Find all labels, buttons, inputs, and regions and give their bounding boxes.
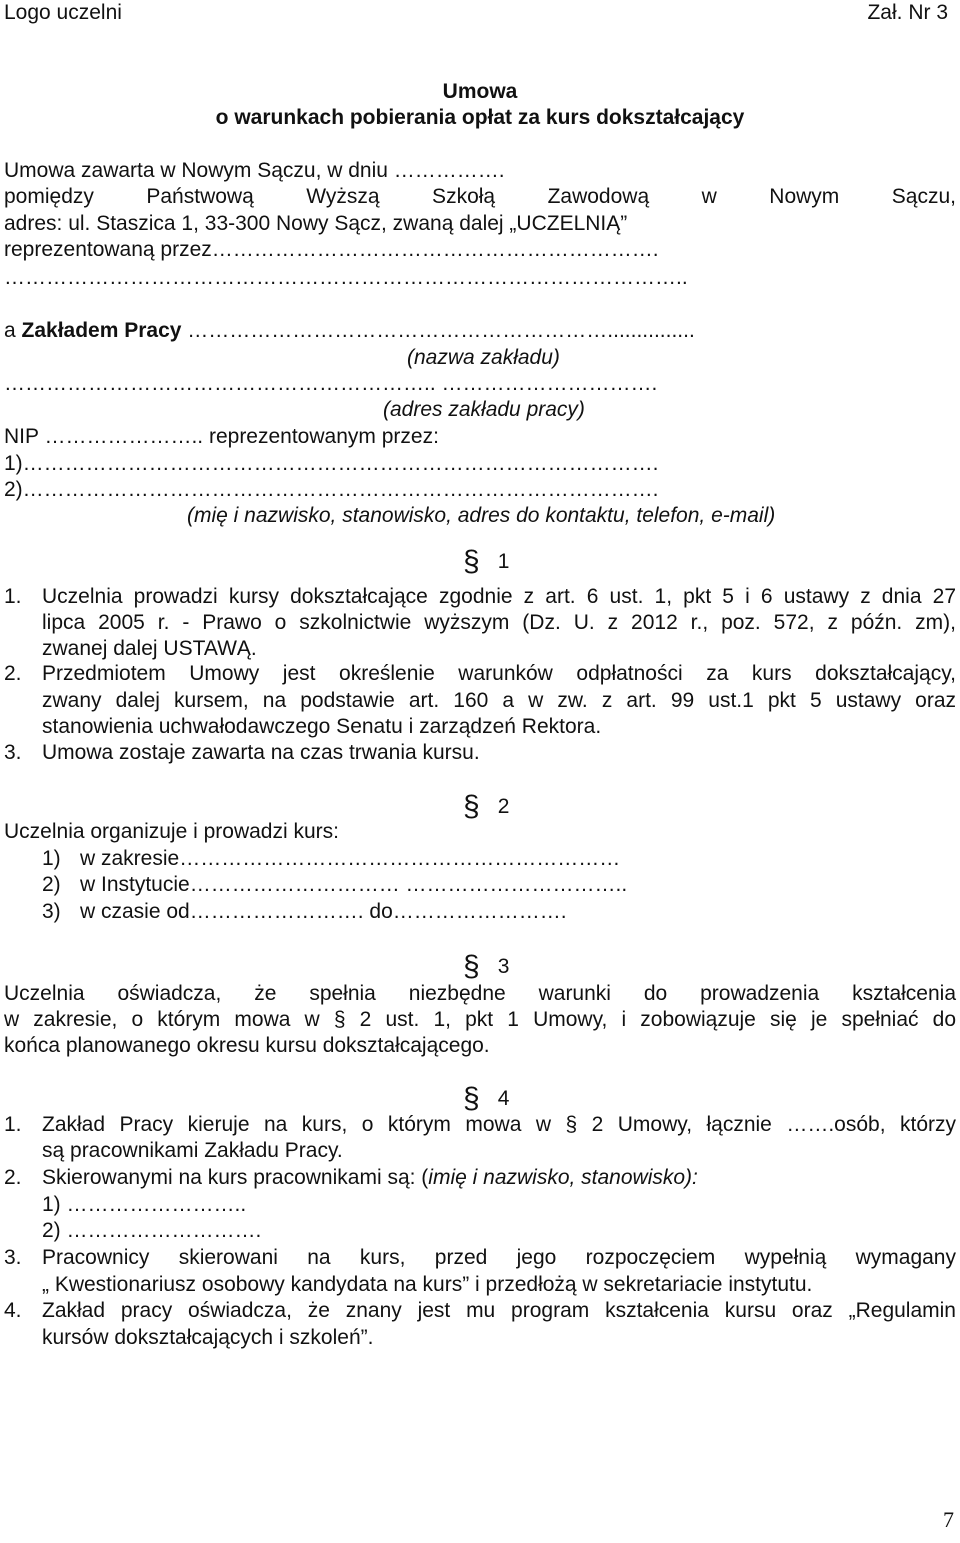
- s1-p1-number: 1.: [4, 585, 22, 608]
- s4-p2-italic: imię i nazwisko, stanowisko):: [428, 1166, 698, 1189]
- s4-p2-number: 2.: [4, 1166, 22, 1189]
- employer-address-caption: (adres zakładu pracy): [383, 398, 585, 421]
- intro-line-2: pomiędzy Państwową Wyższą Szkołą Zawodową w Nowym Sączu,: [4, 185, 956, 208]
- s1-p2-line-2: zwany dalej kursem, na podstawie art. 160 a w zw. z art. 99 ust.1 pkt 5 ustawy oraz: [42, 689, 956, 712]
- representative-1: 1)……………………………………………………………………………….: [4, 452, 659, 475]
- s4-p1-line-2: są pracownikami Zakładu Pracy.: [42, 1139, 343, 1162]
- s4-p2-text: Skierowanymi na kurs pracownikami są: (: [42, 1166, 429, 1189]
- employer-name-caption: (nazwa zakładu): [407, 346, 560, 369]
- s1-p2-line-3: stanowienia uchwałodawczego Senatu i zarządzeń Rektora.: [42, 715, 602, 738]
- s1-p3-line-1: Umowa zostaje zawarta na czas trwania kursu.: [42, 741, 480, 764]
- s4-p1-number: 1.: [4, 1113, 22, 1136]
- representative-2: 2)……………………………………………………………………………….: [4, 478, 659, 501]
- s2-item-3: w czasie od……………………. do…………………….: [80, 900, 567, 923]
- section-4-heading: [463, 1082, 510, 1115]
- section-sign: §: [463, 790, 480, 823]
- intro-line-5: ……………………………………………………………………………………..: [4, 266, 688, 289]
- section-number: 1: [497, 550, 510, 573]
- employer-label: Zakładem Pracy: [21, 319, 182, 342]
- section-number: 3: [497, 955, 510, 978]
- section-2-heading: [463, 790, 510, 823]
- s2-item-2-number: 2): [42, 873, 61, 896]
- s1-p2-number: 2.: [4, 662, 22, 685]
- s1-p2-line-1: Przedmiotem Umowy jest określenie warunków odpłatności za kurs dokształcający,: [42, 662, 956, 685]
- s4-p2-line-1: [42, 1165, 698, 1191]
- employer-dots: ……………………………………………………...............: [181, 319, 695, 342]
- section-sign: §: [463, 950, 480, 983]
- s4-p4-number: 4.: [4, 1299, 22, 1322]
- section-sign: §: [463, 1082, 480, 1115]
- intro-line-1: Umowa zawarta w Nowym Sączu, w dniu …………….: [4, 159, 505, 182]
- attachment-label: Zał. Nr 3: [867, 1, 948, 24]
- s2-item-1: w zakresie………………………………………………………: [80, 847, 621, 870]
- s2-item-3-number: 3): [42, 900, 61, 923]
- s3-line-3: końca planowanego okresu kursu dokształcającego.: [4, 1034, 490, 1057]
- s4-p4-line-2: kursów dokształcających i szkoleń”.: [42, 1326, 374, 1349]
- s3-line-2: w zakresie, o którym mowa w § 2 ust. 1, pkt 1 Umowy, i zobowiązuje się je spełniać do: [4, 1008, 956, 1031]
- employer-line: [4, 318, 695, 344]
- s4-p4-line-1: Zakład pracy oświadcza, że znany jest mu program kształcenia kursu oraz „Regulamin: [42, 1299, 956, 1322]
- section-number: 2: [497, 795, 510, 818]
- section-number: 4: [497, 1087, 510, 1110]
- logo-placeholder: Logo uczelni: [4, 1, 122, 24]
- s2-item-1-number: 1): [42, 847, 61, 870]
- representative-caption: (mię i nazwisko, stanowisko, adres do kontaktu, telefon, e-mail): [187, 504, 776, 527]
- s4-p2-item-1: 1) ……………………..: [42, 1193, 247, 1216]
- s4-p3-number: 3.: [4, 1246, 22, 1269]
- s1-p1-line-3: zwanej dalej USTAWĄ.: [42, 637, 257, 660]
- s1-p1-line-2: lipca 2005 r. - Prawo o szkolnictwie wyższym (Dz. U. z 2012 r., poz. 572, z późn. zm),: [42, 611, 956, 634]
- document-title: Umowa: [442, 80, 518, 103]
- s2-lead: Uczelnia organizuje i prowadzi kurs:: [4, 820, 339, 843]
- section-3-heading: [463, 950, 510, 983]
- intro-line-3: adres: ul. Staszica 1, 33-300 Nowy Sącz, zwaną dalej „UCZELNIĄ”: [4, 212, 628, 235]
- page-number: 7: [943, 1507, 954, 1532]
- s2-item-2: w Instytucie………………………… …………………………..: [80, 873, 628, 896]
- intro-line-4: reprezentowaną przez……………………………………………………….: [4, 238, 659, 261]
- intro-line-8: …………………………………………………….. ………………………….: [4, 372, 658, 395]
- s4-p1-line-1: Zakład Pracy kieruje na kurs, o którym mowa w § 2 Umowy, łącznie …….osób, którzy: [42, 1113, 956, 1136]
- nip-line: NIP ………………….. reprezentowanym przez:: [4, 425, 439, 448]
- s1-p1-line-1: Uczelnia prowadzi kursy dokształcające zgodnie z art. 6 ust. 1, pkt 5 i 6 ustawy z dnia 27: [42, 585, 956, 608]
- section-sign: §: [463, 545, 480, 578]
- employer-prefix: a: [4, 319, 22, 342]
- s4-p2-item-2: 2) ……………………….: [42, 1219, 262, 1242]
- section-1-heading: [463, 545, 510, 578]
- s4-p3-line-1: Pracownicy skierowani na kurs, przed jego rozpoczęciem wypełnią wymagany: [42, 1246, 956, 1269]
- s3-line-1: Uczelnia oświadcza, że spełnia niezbędne warunki do prowadzenia kształcenia: [4, 982, 956, 1005]
- s1-p3-number: 3.: [4, 741, 22, 764]
- s4-p3-line-2: „ Kwestionariusz osobowy kandydata na kurs” i przedłożą w sekretariacie instytutu.: [42, 1273, 813, 1296]
- document-subtitle: o warunkach pobierania opłat za kurs dokształcający: [215, 106, 745, 129]
